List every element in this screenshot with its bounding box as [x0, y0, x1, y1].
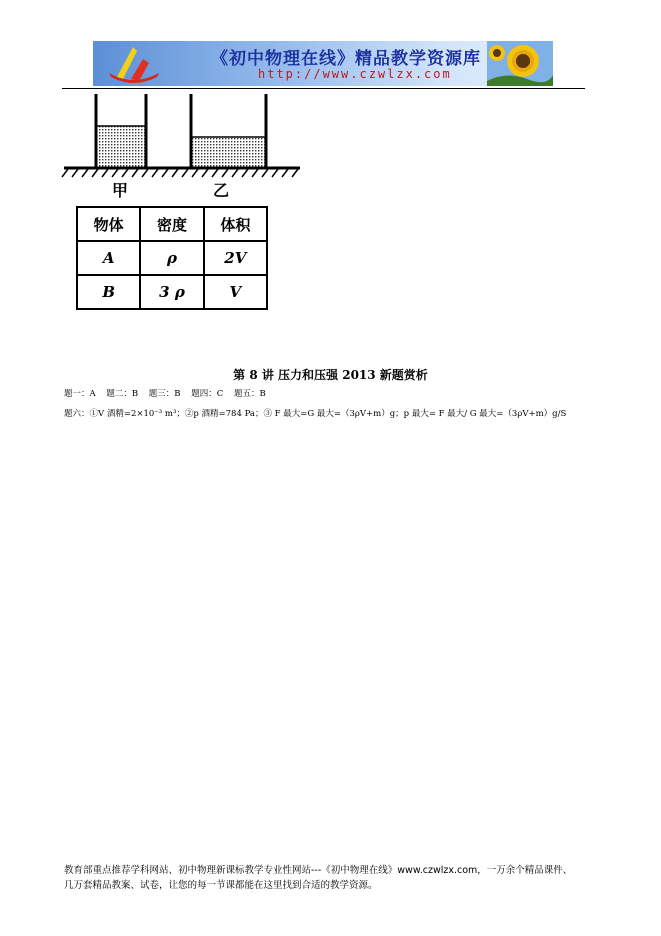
- table-header-row: [77, 207, 267, 241]
- answer-item: 题一：A: [64, 389, 96, 399]
- footer: [64, 863, 604, 893]
- liquid-jia: [96, 126, 146, 168]
- label-jia: 甲: [112, 181, 129, 200]
- table-cell: 3 ρ: [140, 275, 203, 309]
- banner-title: 《初中物理在线》精品教学资源库: [211, 49, 481, 69]
- table-cell: V: [204, 275, 267, 309]
- answer-list: [64, 387, 274, 399]
- liquid-yi: [191, 137, 266, 168]
- object-table: [76, 206, 268, 310]
- section-title: 第 8 讲 压力和压强 2013 新题赏析: [233, 368, 428, 382]
- answer-item: 题三：B: [148, 389, 181, 399]
- table-cell: B: [77, 275, 140, 309]
- banner-url: http://www.czwlzx.com: [258, 67, 452, 81]
- footer-line: 几万套精品教案、试卷，让您的每一节课都能在这里找到合适的教学资源。: [64, 880, 378, 891]
- answer-six: 题六：①V 酒精=2×10⁻³ m³；②p 酒精=784 Pa；③ F 最大=G 最大=（3ρV+m）g；p 最大= F 最大/ G 最大=（3ρV+m）g/S: [64, 409, 567, 419]
- footer-line: 教育部重点推荐学科网站、初中物理新课标教学专业性网站---《初中物理在线》www.czwlzx.com，一万余个精品课件、: [64, 865, 573, 876]
- header-banner: [93, 41, 553, 86]
- table-row: [77, 275, 267, 309]
- answer-item: 题五：B: [233, 389, 266, 399]
- header-divider: [62, 88, 585, 89]
- answer-item: 题二：B: [106, 389, 139, 399]
- table-cell: 2V: [204, 241, 267, 275]
- table-row: [77, 241, 267, 275]
- sunflower-icon: [487, 41, 553, 86]
- logo-icon: [103, 43, 163, 84]
- container-diagram: [60, 90, 306, 210]
- label-yi: 乙: [213, 181, 230, 200]
- table-cell: ρ: [140, 241, 203, 275]
- table-cell: A: [77, 241, 140, 275]
- table-header: 物体: [77, 207, 140, 241]
- answer-item: 题四：C: [191, 389, 224, 399]
- table-header: 体积: [204, 207, 267, 241]
- table-header: 密度: [140, 207, 203, 241]
